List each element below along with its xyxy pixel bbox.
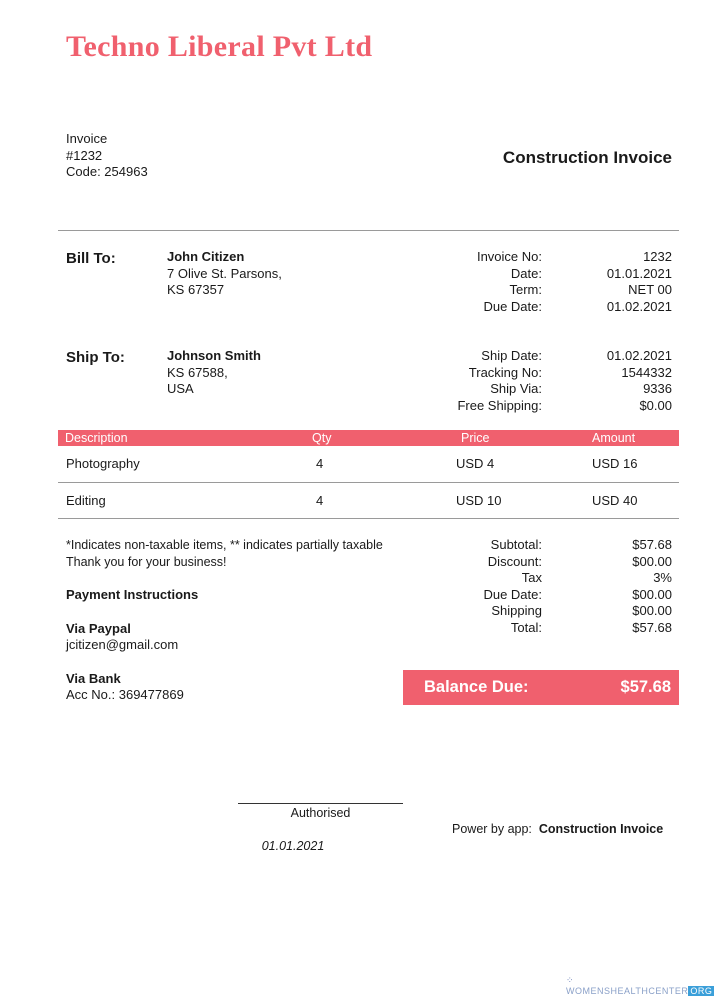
cell-description: Editing <box>66 493 106 508</box>
signature-line <box>238 803 403 804</box>
ship-to-label: Ship To: <box>66 349 125 366</box>
total-value: $00.00 <box>632 586 672 602</box>
total-row <box>58 603 679 620</box>
table-row <box>58 483 679 519</box>
total-row <box>58 587 679 604</box>
bill-to-line: KS 67357 <box>167 282 225 297</box>
watermark <box>566 975 720 996</box>
detail-row <box>58 398 679 415</box>
detail-row <box>58 266 679 283</box>
total-label: Subtotal: <box>490 537 542 552</box>
total-row <box>58 554 679 571</box>
column-header-qty: Qty <box>312 431 332 445</box>
watermark-suffix: ORG <box>690 986 713 996</box>
watermark-logo-icon: ⁘ <box>566 975 575 985</box>
divider <box>58 230 679 231</box>
payment-instructions-title: Payment Instructions <box>66 587 199 602</box>
detail-row <box>58 249 679 266</box>
total-value: $57.68 <box>632 619 672 635</box>
total-value: $00.00 <box>632 603 672 618</box>
total-row <box>58 620 679 637</box>
detail-value: 1544332 <box>621 364 672 380</box>
bill-to-name: John Citizen <box>167 249 245 264</box>
cell-amount: USD 16 <box>592 456 638 471</box>
cell-description: Photography <box>66 456 140 471</box>
table-header <box>58 430 679 446</box>
detail-value: NET 00 <box>628 282 672 297</box>
powered-by <box>452 822 663 836</box>
bill-to-line: 7 Olive St. Parsons, <box>167 265 282 281</box>
balance-due-box <box>403 670 679 705</box>
total-label: Total: <box>510 619 542 635</box>
total-label: Discount: <box>487 553 542 569</box>
authorised-label: Authorised <box>290 806 351 820</box>
note-line: Thank you for your business! <box>66 555 227 569</box>
invoice-meta-line: Invoice <box>66 131 108 146</box>
invoice-meta-line: #1232 <box>66 147 103 163</box>
column-header-amount: Amount <box>592 431 636 445</box>
bank-account: Acc No.: 369477869 <box>66 687 184 702</box>
column-header-description: Description <box>65 431 128 445</box>
total-label: Shipping <box>491 603 542 618</box>
detail-value: 1232 <box>643 249 672 264</box>
ship-to-line: KS 67588, <box>167 364 228 380</box>
row-divider <box>58 518 679 519</box>
total-value: $57.68 <box>632 537 672 552</box>
total-row <box>58 570 679 587</box>
invoice-details <box>58 249 679 315</box>
detail-value: 01.02.2021 <box>606 298 672 314</box>
cell-amount: USD 40 <box>592 493 638 508</box>
detail-row <box>58 348 679 365</box>
detail-value: 9336 <box>643 381 672 396</box>
detail-label: Invoice No: <box>476 249 542 264</box>
paypal-email: jcitizen@gmail.com <box>66 637 179 652</box>
detail-label: Ship Date: <box>481 348 542 363</box>
detail-row <box>58 299 679 316</box>
watermark-text: WOMENSHEALTHCENTER <box>566 986 689 996</box>
detail-value: 01.01.2021 <box>606 265 672 281</box>
bank-label: Via Bank <box>66 671 121 686</box>
detail-label: Tracking No: <box>468 364 542 380</box>
detail-label: Ship Via: <box>490 381 542 396</box>
balance-due-label: Balance Due: <box>424 678 529 696</box>
company-name: Techno Liberal Pvt Ltd <box>66 30 373 63</box>
invoice-meta <box>66 131 148 181</box>
balance-due-amount: $57.68 <box>620 678 671 696</box>
detail-value: 01.02.2021 <box>606 348 672 363</box>
total-value: $00.00 <box>632 553 672 569</box>
signature-date: 01.01.2021 <box>261 839 325 853</box>
ship-to-name: Johnson Smith <box>167 348 261 363</box>
cell-price: USD 10 <box>456 493 502 508</box>
detail-row <box>58 365 679 382</box>
paypal-label: Via Paypal <box>66 621 131 636</box>
total-label: Tax <box>521 570 542 585</box>
note-line: *Indicates non-taxable items, ** indicates partially taxable <box>66 538 383 552</box>
cell-qty: 4 <box>316 456 324 471</box>
detail-row <box>58 282 679 299</box>
powered-by-prefix: Power by app: <box>452 822 532 836</box>
cell-qty: 4 <box>316 493 324 508</box>
ship-to-line: USA <box>167 381 194 396</box>
column-header-price: Price <box>461 431 490 445</box>
cell-price: USD 4 <box>456 456 495 471</box>
detail-label: Free Shipping: <box>457 397 542 413</box>
total-row <box>58 537 679 554</box>
detail-value: $0.00 <box>639 397 672 413</box>
powered-by-app: Construction Invoice <box>538 822 664 836</box>
total-label: Due Date: <box>483 586 542 602</box>
totals <box>58 537 679 636</box>
detail-label: Term: <box>509 282 542 297</box>
table-row <box>58 446 679 482</box>
bill-to-label: Bill To: <box>66 250 116 267</box>
detail-label: Due Date: <box>483 298 542 314</box>
ship-details <box>58 348 679 414</box>
detail-label: Date: <box>510 265 542 281</box>
document-title: Construction Invoice <box>502 148 672 167</box>
detail-row <box>58 381 679 398</box>
total-value: 3% <box>653 570 672 585</box>
invoice-meta-line: Code: 254963 <box>66 164 148 179</box>
